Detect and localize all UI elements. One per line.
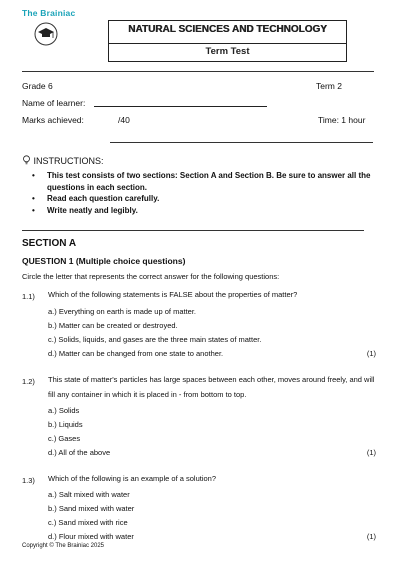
mark-allocation: (1)	[366, 532, 376, 541]
header-divider	[22, 71, 374, 72]
term-label: Term 2	[316, 81, 342, 91]
instructions-list	[31, 170, 381, 216]
question-text: Which of the following statements is FALSE about the properties of matter?	[48, 290, 298, 299]
learner-name-field[interactable]	[94, 106, 267, 107]
document-title: NATURAL SCIENCES AND TECHNOLOGY	[128, 24, 327, 35]
instructions-heading-text: INSTRUCTIONS:	[33, 156, 104, 166]
answer-option[interactable]: b.) Matter can be created or destroyed.	[48, 321, 178, 330]
answer-option[interactable]: a.) Solids	[48, 406, 80, 415]
brand-name: The Brainiac	[22, 8, 76, 18]
instructions-divider	[22, 230, 364, 231]
instruction-item: • Write neatly and legibly.	[31, 205, 381, 217]
grade-label: Grade 6	[22, 81, 53, 91]
document-subtitle: Term Test	[205, 46, 250, 57]
question-instructions: Circle the letter that represents the correct answer for the following questions:	[22, 272, 280, 281]
answer-option[interactable]: d.) Matter can be changed from one state to another.	[48, 349, 224, 358]
title-box	[108, 20, 347, 62]
question-text: Which of the following is an example of a solution?	[48, 474, 217, 483]
mark-allocation: (1)	[366, 349, 376, 358]
instruction-item: • This test consists of two sections: Section A and Section B. Be sure to answer all the questions in each section.	[31, 170, 381, 193]
marks-label: Marks achieved:	[22, 115, 84, 125]
answer-option[interactable]: a.) Everything on earth is made up of matter.	[48, 307, 196, 316]
question-text: This state of matter's particles has large spaces between each other, moves around freely, and will fill any container in which it is placed in - from bottom to top.	[48, 375, 375, 399]
answer-option[interactable]: b.) Liquids	[48, 420, 83, 429]
answer-option[interactable]: c.) Gases	[48, 434, 81, 443]
answer-option[interactable]: b.) Sand mixed with water	[48, 504, 135, 513]
answer-option[interactable]: d.) Flour mixed with water	[48, 532, 134, 541]
title-divider	[109, 43, 346, 44]
time-label: Time: 1 hour	[318, 115, 366, 125]
instructions-heading	[22, 155, 104, 166]
section-heading: SECTION A	[22, 238, 77, 249]
answer-option[interactable]: a.) Salt mixed with water	[48, 490, 130, 499]
copyright-footer: Copyright © The Brainiac 2025	[22, 543, 105, 549]
question-heading: QUESTION 1 (Multiple choice questions)	[22, 256, 186, 266]
learner-name-label: Name of learner:	[22, 98, 86, 108]
marks-total: /40	[118, 115, 130, 125]
mark-allocation: (1)	[366, 448, 376, 457]
question-number: 1.1)	[22, 292, 35, 301]
info-divider	[110, 142, 373, 143]
question-number: 1.2)	[22, 377, 35, 386]
answer-option[interactable]: d.) All of the above	[48, 448, 111, 457]
question-number: 1.3)	[22, 476, 35, 485]
instruction-item: • Read each question carefully.	[31, 193, 381, 205]
answer-option[interactable]: c.) Sand mixed with rice	[48, 518, 128, 527]
lightbulb-icon	[22, 155, 31, 165]
answer-option[interactable]: c.) Solids, liquids, and gases are the three main states of matter.	[48, 335, 262, 344]
graduation-cap-icon	[34, 22, 58, 46]
